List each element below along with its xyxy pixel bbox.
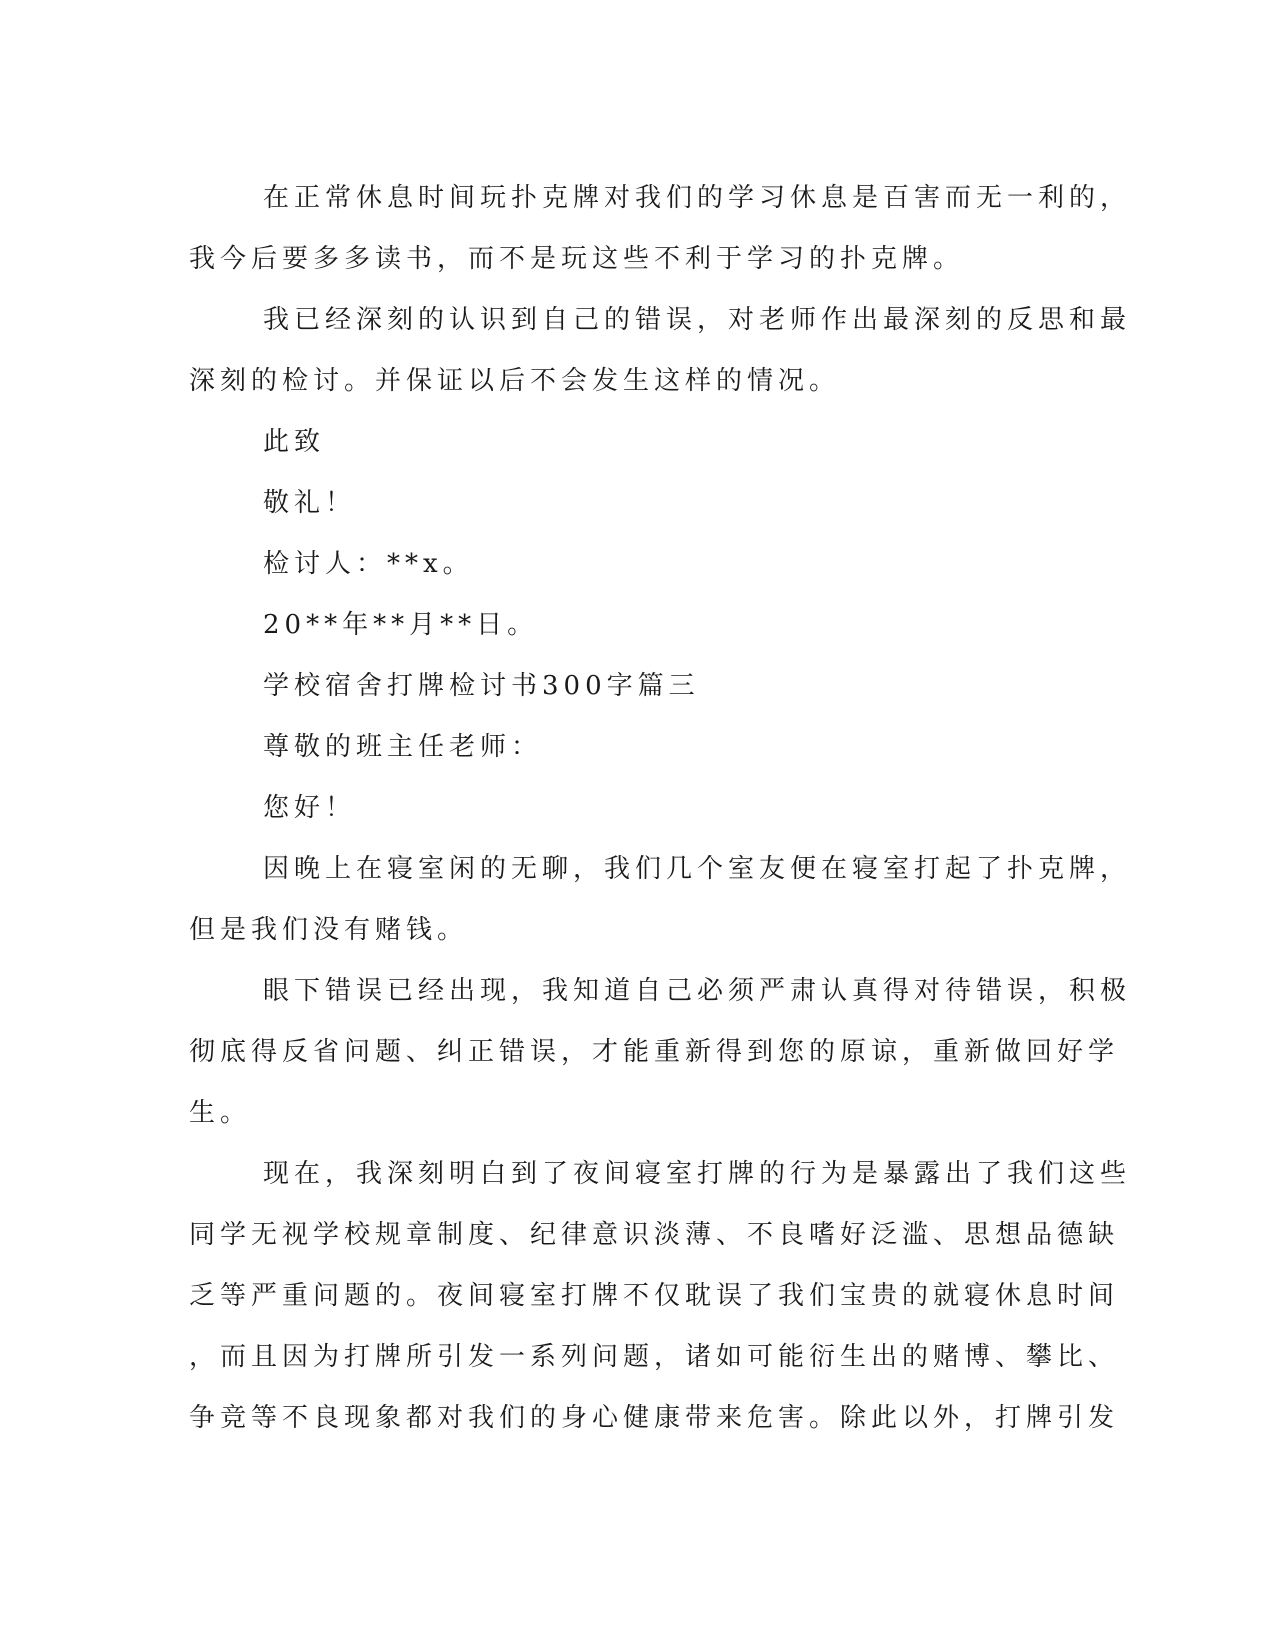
paragraph-line: 因晚上在寝室闲的无聊，我们几个室友便在寝室打起了扑克牌， (263, 854, 1132, 884)
paragraph-line: 深刻的检讨。并保证以后不会发生这样的情况。 (189, 366, 841, 396)
paragraph-line: 现在，我深刻明白到了夜间寝室打牌的行为是暴露出了我们这些 (263, 1159, 1132, 1189)
greeting-recipient: 尊敬的班主任老师： (263, 732, 543, 762)
date-line: 20**年**月**日。 (263, 610, 539, 640)
paragraph-line: 生。 (189, 1098, 252, 1128)
paragraph-line: 乏等严重问题的。夜间寝室打牌不仅耽误了我们宝贵的就寝休息时间 (189, 1281, 1120, 1311)
closing-salutation: 此致 (263, 427, 326, 457)
section-title: 学校宿舍打牌检讨书300字篇三 (263, 671, 700, 701)
paragraph-line: 但是我们没有赌钱。 (189, 915, 469, 945)
document-body (189, 168, 1132, 1449)
closing-regards: 敬礼！ (263, 488, 357, 518)
paragraph-line: 我今后要多多读书，而不是玩这些不利于学习的扑克牌。 (189, 244, 965, 274)
paragraph-line: 眼下错误已经出现，我知道自己必须严肃认真得对待错误，积极 (263, 976, 1132, 1006)
greeting: 您好！ (263, 793, 357, 823)
paragraph-line: ，而且因为打牌所引发一系列问题，诸如可能衍生出的赌博、攀比、 (189, 1342, 1120, 1372)
paragraph-line: 在正常休息时间玩扑克牌对我们的学习休息是百害而无一利的， (263, 183, 1132, 213)
paragraph-line: 争竞等不良现象都对我们的身心健康带来危害。除此以外，打牌引发 (189, 1403, 1120, 1433)
paragraph-line: 彻底得反省问题、纠正错误，才能重新得到您的原谅，重新做回好学 (189, 1037, 1120, 1067)
paragraph-line: 同学无视学校规章制度、纪律意识淡薄、不良嗜好泛滥、思想品德缺 (189, 1220, 1120, 1250)
signature-line: 检讨人：**x。 (263, 549, 474, 579)
paragraph-line: 我已经深刻的认识到自己的错误，对老师作出最深刻的反思和最 (263, 305, 1132, 335)
